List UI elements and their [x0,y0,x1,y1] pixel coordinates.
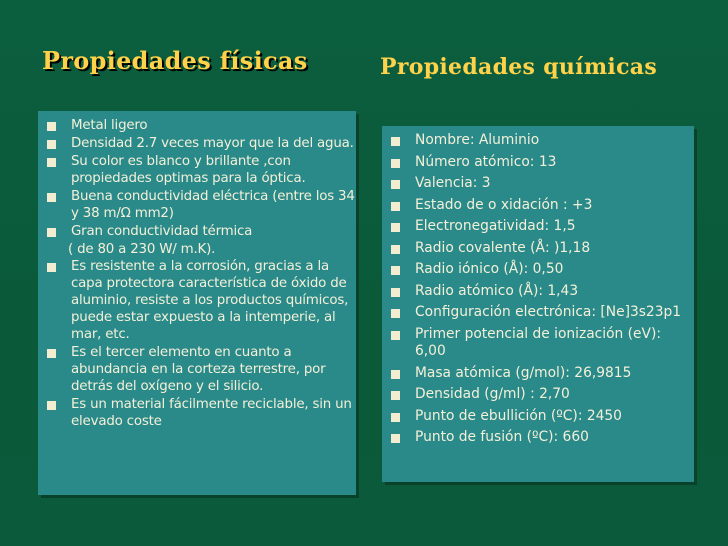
list-item-text: Buena conductividad eléctrica (entre los 34 y 38 m/Ω mm2) [71,189,355,221]
square-bullet-icon [391,309,400,318]
list-item [38,135,356,152]
square-bullet-icon [391,434,400,443]
list-item-text: Valencia: 3 [415,175,491,191]
square-bullet-icon [391,245,400,254]
list-item-text: Radio covalente (Å: )1,18 [415,239,591,256]
list-item [382,408,694,426]
list-item [382,175,694,193]
square-bullet-icon [391,413,400,422]
list-item [38,188,356,222]
list-item-text: Es un material fácilmente reciclable, sin un elevado coste [71,397,352,429]
square-bullet-icon [47,122,56,131]
list-item [38,344,356,395]
square-bullet-icon [391,370,400,379]
list-item [38,396,356,430]
list-item-text: Es resistente a la corrosión, gracias a la capa protectora característica de óxido de aluminio, resiste a los productos químicos, puede estar expuesto a la intemperie, al mar, etc. [71,259,349,342]
list-item [382,326,694,361]
list-item [382,429,694,447]
list-item-text: Nombre: Aluminio [415,132,540,148]
list-item [382,154,694,172]
list-item [38,117,356,134]
square-bullet-icon [47,401,56,410]
list-item-text: Es el tercer elemento en cuanto a abundancia en la corteza terrestre, por detrás del oxígeno y el silicio. [71,345,326,394]
list-item [382,261,694,279]
list-item [382,218,694,236]
square-bullet-icon [47,228,56,237]
chemical-properties-title: Propiedades químicas [380,54,658,80]
list-item [382,304,694,322]
square-bullet-icon [391,137,400,146]
list-item-text: Su color es blanco y brillante ,con propiedades optimas para la óptica. [71,154,306,186]
square-bullet-icon [391,202,400,211]
list-item-text: Metal ligero [71,118,148,133]
square-bullet-icon [47,263,56,272]
list-item-text: Densidad (g/ml) : 2,70 [415,386,570,402]
square-bullet-icon [391,180,400,189]
list-item-text: Punto de fusión (ºC): 660 [415,429,589,445]
list-item [382,386,694,404]
square-bullet-icon [47,140,56,149]
list-item [38,258,356,343]
list-item-text: Configuración electrónica: [Ne]3s23p1 [415,304,682,320]
list-item-text: Radio iónico (Å): 0,50 [415,261,564,277]
chemical-properties-panel [382,126,694,482]
square-bullet-icon [47,193,56,202]
physical-properties-title: Propiedades físicas [42,46,308,75]
square-bullet-icon [391,391,400,400]
square-bullet-icon [47,349,56,358]
square-bullet-icon [391,266,400,275]
square-bullet-icon [391,223,400,232]
square-bullet-icon [391,288,400,297]
square-bullet-icon [391,159,400,168]
list-item [382,197,694,215]
list-item-text: Radio atómico (Å): 1,43 [415,282,579,299]
list-item [382,132,694,150]
list-item [38,223,356,240]
list-item [382,240,694,258]
list-item [38,153,356,187]
square-bullet-icon [391,331,400,340]
list-item-text: Masa atómica (g/mol): 26,9815 [415,364,632,381]
thermal-conductivity-note: ( de 80 a 230 W/ m.K). [68,242,216,257]
physical-properties-panel [38,111,356,495]
list-item-text: Estado de o xidación : +3 [415,196,593,213]
list-item-text: Número atómico: 13 [415,153,557,170]
list-item-text: Densidad 2.7 veces mayor que la del agua. [71,136,354,151]
list-item-text: Primer potencial de ionización (eV): 6,00 [415,325,662,359]
list-item-text: Punto de ebullición (ºC): 2450 [415,407,622,424]
list-item [382,283,694,301]
list-item [382,365,694,383]
list-item-text: Gran conductividad térmica [71,224,253,239]
square-bullet-icon [47,158,56,167]
list-item-text: Electronegatividad: 1,5 [415,218,576,234]
